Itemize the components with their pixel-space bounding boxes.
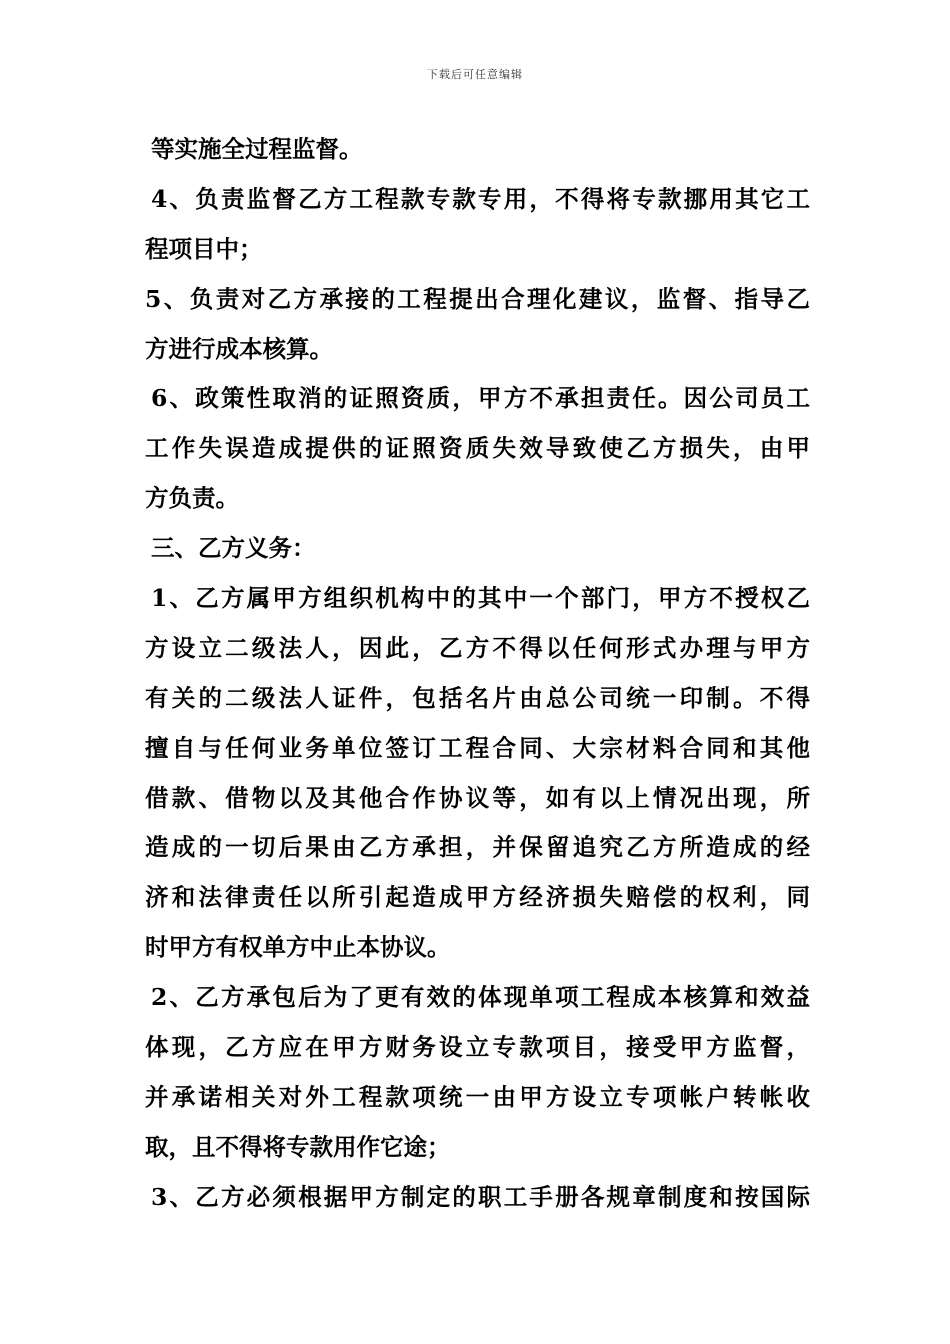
paragraph-line: 并承诺相关对外工程款项统一由甲方设立专项帐户转帐收 [145,1082,810,1111]
paragraph-line: 时甲方有权单方中止本协议。 [145,933,451,962]
section-heading: 三、乙方义务： [151,534,316,563]
paragraph-line: 3、乙方必须根据甲方制定的职工手册各规章制度和按国际 [151,1182,810,1211]
page-header: 下载后可任意编辑 [427,68,523,81]
paragraph-line: 造成的一切后果由乙方承担，并保留追究乙方所造成的经 [145,833,810,862]
paragraph-line: 方进行成本核算。 [145,334,333,363]
paragraph-line: 4、负责监督乙方工程款专款专用，不得将专款挪用其它工 [151,184,810,213]
paragraph-line: 2、乙方承包后为了更有效的体现单项工程成本核算和效益 [151,983,810,1012]
paragraph-line: 1、乙方属甲方组织机构中的其中一个部门，甲方不授权乙 [151,584,810,613]
paragraph-line: 取，且不得将专款用作它途； [145,1132,451,1161]
paragraph-line: 工作失误造成提供的证照资质失效导致使乙方损失，由甲 [145,434,810,463]
paragraph-line: 擅自与任何业务单位签订工程合同、大宗材料合同和其他 [145,733,810,762]
paragraph-line: 体现，乙方应在甲方财务设立专款项目，接受甲方监督， [145,1033,810,1062]
document-body [145,125,810,1223]
paragraph-line: 5、负责对乙方承接的工程提出合理化建议，监督、指导乙 [145,284,810,313]
paragraph-line: 借款、借物以及其他合作协议等，如有以上情况出现，所 [145,783,810,812]
paragraph-line: 方负责。 [145,484,239,513]
paragraph-line: 等实施全过程监督。 [151,135,363,163]
paragraph-line: 有关的二级法人证件，包括名片由总公司统一印制。不得 [145,683,810,712]
paragraph-line: 6、政策性取消的证照资质，甲方不承担责任。因公司员工 [151,384,810,413]
paragraph-line: 程项目中； [145,234,263,263]
paragraph-line: 方设立二级法人，因此，乙方不得以任何形式办理与甲方 [145,633,810,662]
paragraph-line: 济和法律责任以所引起造成甲方经济损失赔偿的权利，同 [145,883,810,912]
